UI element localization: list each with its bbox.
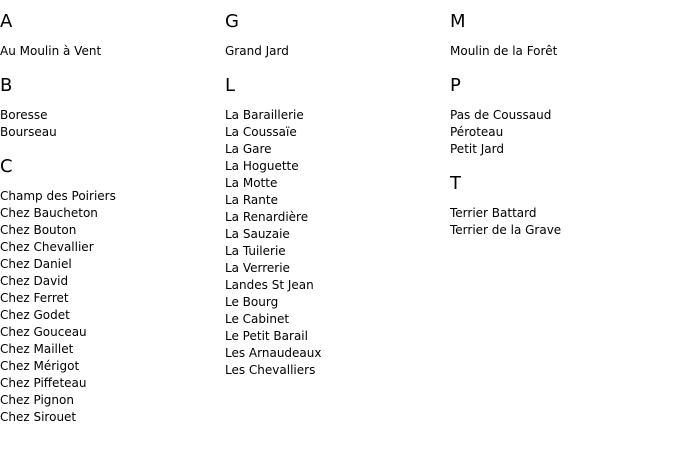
group-letter-heading: L [225, 75, 236, 96]
index-column [0, 11, 215, 441]
place-link-la-motte[interactable]: La Motte [225, 176, 278, 190]
place-list [225, 43, 440, 60]
place-link-petit-jard[interactable]: Petit Jard [450, 142, 504, 156]
letter-group-m [450, 11, 665, 60]
letter-group-t [450, 173, 665, 239]
letter-group-g [225, 11, 440, 60]
group-letter-heading: M [450, 11, 466, 32]
place-link-les-chevalliers[interactable]: Les Chevalliers [225, 363, 316, 377]
place-link-champ-des-poiriers[interactable]: Champ des Poiriers [0, 189, 116, 203]
group-letter-heading: P [450, 75, 461, 96]
letter-group-p [450, 75, 665, 158]
place-link-la-baraillerie[interactable]: La Baraillerie [225, 108, 304, 122]
place-link-boresse[interactable]: Boresse [0, 108, 48, 122]
place-link-la-coussaie[interactable]: La Coussaïe [225, 125, 297, 139]
place-list [450, 107, 665, 158]
group-letter-heading: C [0, 156, 13, 177]
place-link-le-cabinet[interactable]: Le Cabinet [225, 312, 290, 326]
group-letter-heading: T [450, 173, 461, 194]
place-link-chez-piffeteau[interactable]: Chez Piffeteau [0, 376, 87, 390]
place-link-la-rante[interactable]: La Rante [225, 193, 278, 207]
letter-group-c [0, 156, 215, 426]
place-link-chez-baucheton[interactable]: Chez Baucheton [0, 206, 98, 220]
place-link-chez-gouceau[interactable]: Chez Gouceau [0, 325, 87, 339]
letter-group-b [0, 75, 215, 141]
place-link-chez-bouton[interactable]: Chez Bouton [0, 223, 77, 237]
place-link-landes-st-jean[interactable]: Landes St Jean [225, 278, 314, 292]
place-link-les-arnaudeaux[interactable]: Les Arnaudeaux [225, 346, 322, 360]
place-link-bourseau[interactable]: Bourseau [0, 125, 57, 139]
place-link-la-hoguette[interactable]: La Hoguette [225, 159, 299, 173]
place-link-chez-daniel[interactable]: Chez Daniel [0, 257, 72, 271]
place-link-au-moulin-a-vent[interactable]: Au Moulin à Vent [0, 44, 102, 58]
place-link-chez-chevallier[interactable]: Chez Chevallier [0, 240, 94, 254]
place-link-le-bourg[interactable]: Le Bourg [225, 295, 279, 309]
place-link-le-petit-barail[interactable]: Le Petit Barail [225, 329, 308, 343]
place-link-pas-de-coussaud[interactable]: Pas de Coussaud [450, 108, 552, 122]
place-list [0, 43, 215, 60]
place-link-chez-maillet[interactable]: Chez Maillet [0, 342, 74, 356]
index-column [225, 11, 440, 394]
group-letter-heading: A [0, 11, 13, 32]
place-link-la-tuilerie[interactable]: La Tuilerie [225, 244, 286, 258]
place-link-moulin-de-la-foret[interactable]: Moulin de la Forêt [450, 44, 558, 58]
place-link-chez-godet[interactable]: Chez Godet [0, 308, 70, 322]
place-link-la-sauzaie[interactable]: La Sauzaie [225, 227, 290, 241]
place-link-terrier-de-la-grave[interactable]: Terrier de la Grave [450, 223, 562, 237]
place-link-peroteau[interactable]: Péroteau [450, 125, 504, 139]
place-link-grand-jard[interactable]: Grand Jard [225, 44, 289, 58]
place-link-la-gare[interactable]: La Gare [225, 142, 272, 156]
group-letter-heading: B [0, 75, 13, 96]
group-letter-heading: G [225, 11, 239, 32]
place-list [0, 188, 215, 426]
place-list [0, 107, 215, 141]
place-link-chez-pignon[interactable]: Chez Pignon [0, 393, 74, 407]
place-list [450, 43, 665, 60]
place-list [225, 107, 440, 379]
place-link-chez-david[interactable]: Chez David [0, 274, 69, 288]
place-link-chez-merigot[interactable]: Chez Mérigot [0, 359, 80, 373]
place-link-terrier-battard[interactable]: Terrier Battard [450, 206, 537, 220]
place-link-chez-ferret[interactable]: Chez Ferret [0, 291, 69, 305]
place-link-la-renardiere[interactable]: La Renardière [225, 210, 309, 224]
place-link-chez-sirouet[interactable]: Chez Sirouet [0, 410, 77, 424]
index-column [450, 11, 665, 254]
letter-group-l [225, 75, 440, 379]
letter-group-a [0, 11, 215, 60]
place-link-la-verrerie[interactable]: La Verrerie [225, 261, 290, 275]
place-list [450, 205, 665, 239]
